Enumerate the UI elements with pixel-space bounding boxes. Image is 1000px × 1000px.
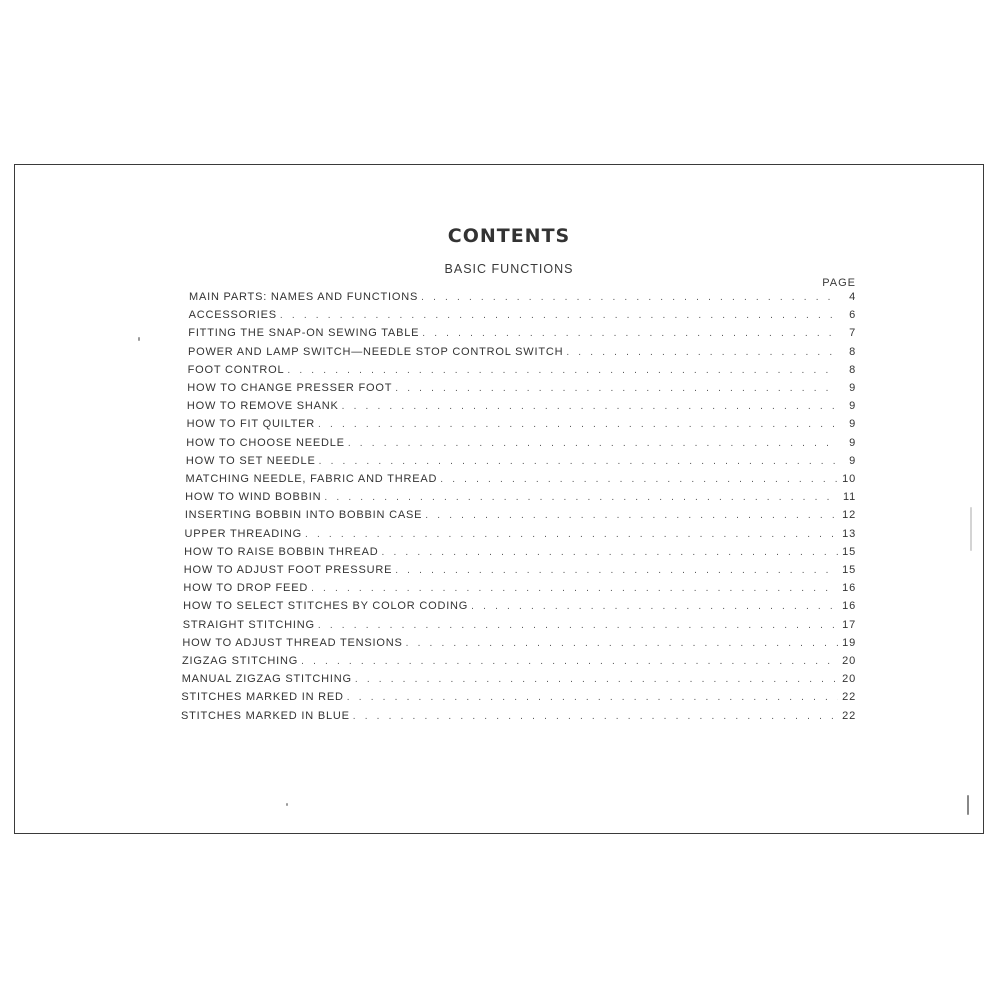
toc-entry-label: MAIN PARTS: NAMES AND FUNCTIONS: [189, 291, 419, 303]
toc-leader-dots: [280, 310, 838, 321]
toc-entry-label: UPPER THREADING: [184, 527, 303, 540]
toc-entry-page: 4: [849, 291, 856, 303]
toc-entry: [187, 382, 856, 398]
toc-entry: [182, 655, 856, 671]
toc-leader-dots: [353, 711, 838, 722]
scan-speck: [286, 803, 288, 806]
toc-entry: [182, 637, 856, 653]
toc-entry-label: POWER AND LAMP SWITCH—NEEDLE STOP CONTROL SWITCH: [187, 345, 564, 358]
toc-entry-page: 16: [842, 600, 856, 613]
toc-entry: [184, 564, 856, 580]
scan-speck: [967, 795, 969, 815]
toc-entry-page: 22: [842, 709, 856, 722]
toc-entry-page: 12: [842, 509, 856, 522]
toc-entry-page: 16: [842, 582, 856, 595]
toc-entry: [187, 418, 856, 434]
toc-entry: [183, 619, 856, 635]
toc-entry-label: STRAIGHT STITCHING: [182, 618, 315, 631]
toc-leader-dots: [301, 656, 838, 667]
toc-entry: [184, 546, 856, 562]
toc-entry: [189, 309, 856, 325]
toc-entry-page: 6: [849, 309, 856, 322]
toc-entry: [185, 509, 856, 525]
toc-leader-dots: [318, 419, 838, 430]
toc-entry-label: FITTING THE SNAP-ON SEWING TABLE: [188, 327, 420, 340]
toc-entry-label: MATCHING NEEDLE, FABRIC AND THREAD: [185, 473, 438, 485]
toc-entry-label: HOW TO SELECT STITCHES BY COLOR CODING: [183, 600, 469, 613]
toc-leader-dots: [395, 565, 838, 576]
toc-entry-page: 9: [849, 418, 856, 431]
page-title: CONTENTS: [447, 225, 571, 247]
toc-entry-label: MANUAL ZIGZAG STITCHING: [181, 673, 352, 686]
toc-entry-page: 17: [842, 618, 856, 631]
toc-entry-page: 11: [842, 491, 856, 504]
toc-leader-dots: [287, 365, 838, 376]
toc-entry-page: 13: [842, 527, 856, 540]
toc-entry: [186, 455, 856, 471]
toc-entry: [187, 400, 856, 416]
toc-entry-page: 10: [842, 473, 856, 485]
toc-entry-label: FOOT CONTROL: [187, 363, 285, 376]
toc-entry-label: STITCHES MARKED IN BLUE: [181, 709, 350, 722]
toc-leader-dots: [566, 347, 838, 358]
toc-entry-label: STITCHES MARKED IN RED: [181, 691, 344, 704]
toc-leader-dots: [324, 492, 838, 503]
toc-entry-label: HOW TO SET NEEDLE: [185, 454, 316, 467]
toc-entry-label: ACCESSORIES: [188, 309, 277, 322]
toc-entry-label: HOW TO ADJUST THREAD TENSIONS: [182, 636, 403, 649]
toc-entry-label: INSERTING BOBBIN INTO BOBBIN CASE: [184, 509, 423, 522]
document-page: [14, 164, 984, 834]
toc-entry-page: 9: [849, 436, 856, 449]
toc-entry: [181, 710, 856, 726]
toc-entry-label: HOW TO FIT QUILTER: [186, 418, 316, 431]
toc-entry-label: HOW TO CHANGE PRESSER FOOT: [187, 382, 393, 394]
toc-entry-page: 9: [849, 382, 856, 394]
toc-leader-dots: [422, 328, 838, 339]
toc-entry: [188, 327, 856, 343]
toc-entry-page: 15: [842, 564, 856, 576]
toc-entry-label: HOW TO ADJUST FOOT PRESSURE: [183, 564, 393, 576]
toc-leader-dots: [421, 292, 838, 303]
toc-leader-dots: [305, 529, 838, 540]
toc-entry-label: HOW TO RAISE BOBBIN THREAD: [184, 545, 379, 558]
section-heading: BASIC FUNCTIONS: [444, 262, 574, 276]
toc-leader-dots: [342, 401, 838, 412]
toc-leader-dots: [347, 692, 838, 703]
toc-entry: [183, 582, 856, 598]
toc-entry-page: 22: [842, 691, 856, 704]
toc-entry-label: HOW TO DROP FEED: [183, 582, 309, 595]
toc-entry: [186, 473, 856, 489]
toc-leader-dots: [395, 383, 838, 394]
toc-entry-page: 20: [842, 655, 856, 667]
toc-entry: [188, 346, 856, 362]
toc-leader-dots: [382, 547, 838, 558]
toc-entry-page: 15: [842, 545, 856, 558]
toc-entry: [182, 673, 856, 689]
toc-leader-dots: [406, 638, 838, 649]
toc-leader-dots: [425, 510, 838, 521]
page-column-label: PAGE: [822, 277, 856, 289]
toc-entry-page: 19: [842, 636, 856, 649]
toc-entry-label: HOW TO CHOOSE NEEDLE: [186, 436, 345, 449]
toc-leader-dots: [471, 601, 838, 612]
toc-entry-label: ZIGZAG STITCHING: [182, 655, 299, 667]
scan-speck: [138, 337, 140, 341]
toc-entry: [188, 364, 856, 380]
toc-entry: [184, 528, 856, 544]
toc-entry-page: 9: [849, 454, 856, 467]
toc-entry-page: 9: [849, 400, 856, 413]
toc-entry-page: 20: [842, 673, 856, 686]
toc-entry-label: HOW TO REMOVE SHANK: [186, 400, 339, 413]
toc-leader-dots: [440, 474, 838, 485]
toc-entry: [183, 600, 856, 616]
toc-entry: [185, 491, 856, 507]
toc-leader-dots: [319, 456, 838, 467]
toc-entry: [181, 691, 856, 707]
toc-entry-page: 7: [849, 327, 856, 340]
toc-entry: [186, 437, 856, 453]
scan-speck: [970, 507, 972, 551]
toc-leader-dots: [311, 583, 838, 594]
toc-leader-dots: [355, 674, 838, 685]
toc-entry-page: 8: [849, 345, 856, 358]
toc-entry-label: HOW TO WIND BOBBIN: [185, 491, 322, 504]
toc-leader-dots: [318, 620, 838, 631]
toc-leader-dots: [348, 438, 838, 449]
toc-entry-page: 8: [849, 363, 856, 376]
toc-entry: [189, 291, 856, 307]
